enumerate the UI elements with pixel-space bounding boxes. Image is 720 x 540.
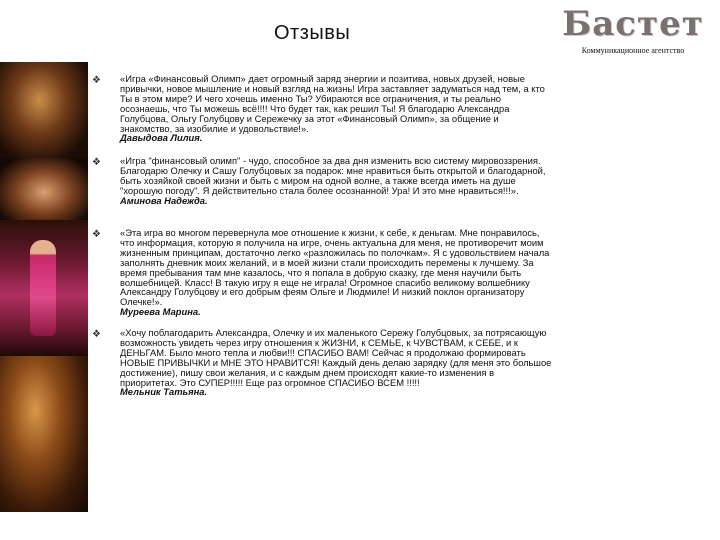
review-text: «Хочу поблагодарить Александра, Олечку и их маленького Сережу Голубцовых, за потрясающую возможность увидеть через игру отношения к ЖИЗНИ, к СЕМЬЕ, к ЧУВСТВАМ, к СЕБЕ, и к ДЕНЬГАМ. Было много тепла и любви!!! СПАСИБО ВАМ! Сейчас я продолжаю формировать НОВЫЕ ПРИВЫЧКИ и МНЕ ЭТО НРАВИТСЯ! Каждый день делаю зарядку (для меня это большое достижение), пишу свои желания, и с каждым днем происходят какие-то изменения в приоритетах. Это СУПЕР!!!!! Еще раз огромное СПАСИБО ВСЕМ !!!!! xyxy=(120,327,552,388)
page-title: Отзывы xyxy=(274,22,351,44)
review-author: Муреева Марина. xyxy=(120,306,201,318)
brand-name: Бастет xyxy=(562,4,704,44)
event-photo-2 xyxy=(0,158,88,220)
review-body xyxy=(120,228,552,317)
review-text: «Игра «Финансовый Олимп» дает огромный заряд энергии и позитива, новых друзей, новые привычки, новое мышление и новый взгляд на жизнь! Игра заставляет задуматься над тем, а кто Ты в этом мире? И чего хочешь именно Ты? Убираются все ограничения, и ты реально осознаешь, что Ты можешь всё!!!! Что будет так, как решил Ты! Я благодарю Александра Голубцова, Ольгу Голубцову и Сережечку за этот «Финансовый Олимп», за общение и знакомство, за изобилие и удовольствие!». xyxy=(120,73,545,134)
event-photo-4 xyxy=(0,356,88,512)
singer-figure xyxy=(30,240,56,336)
review-text: «Эта игра во многом перевернула мое отношение к жизни, к себе, к деньгам. Мне понравилось, что информация, которую я получила на игре, очень актуальна для меня, не противоречит моим жизненным принципам, достаточно легко «разложилась по полочкам». Я с удовольствием начала заполнять дневник моих желаний, и в моей жизни стали происходить перемены к лучшему. За время пребывания там мне казалось, что я попала в добрую сказку, где меня научили быть волшебницей. Класс! В такую игру я еще не играла! Огромное спасибо великому волшебнику Александру Голубцову и его добрым феям Ольге и Людмиле! И низкий поклон организатору Олечке!». xyxy=(120,227,550,308)
review-body xyxy=(120,156,552,206)
review-author: Аминова Надежда. xyxy=(120,194,208,206)
diamond-bullet-icon: ❖ xyxy=(92,329,101,340)
brand-logo xyxy=(556,4,710,55)
review-author: Давыдова Лилия. xyxy=(120,132,203,144)
diamond-bullet-icon: ❖ xyxy=(92,75,101,86)
brand-tagline: Коммуникационное агентство xyxy=(581,46,685,55)
diamond-bullet-icon: ❖ xyxy=(92,229,101,240)
review-body xyxy=(120,74,552,143)
diamond-bullet-icon: ❖ xyxy=(92,157,101,168)
photo-strip xyxy=(0,62,88,512)
review-body xyxy=(120,328,552,397)
review-author: Мельник Татьяна. xyxy=(120,386,208,398)
review-text: «Игра "финансовый олимп" - чудо, способное за два дня изменить всю систему мировоззрения. Благодарю Олечку и Сашу Голубцовых за подарок: мне нравиться быть открытой и благодарной, быть хозяйкой своей жизни и быть с миром на одной волне, а также всегда иметь на душе "хорошую погоду". Я действительно стала более осознанной! Ура! И это мне нравиться!!!». xyxy=(120,155,546,196)
event-photo-1 xyxy=(0,62,88,158)
